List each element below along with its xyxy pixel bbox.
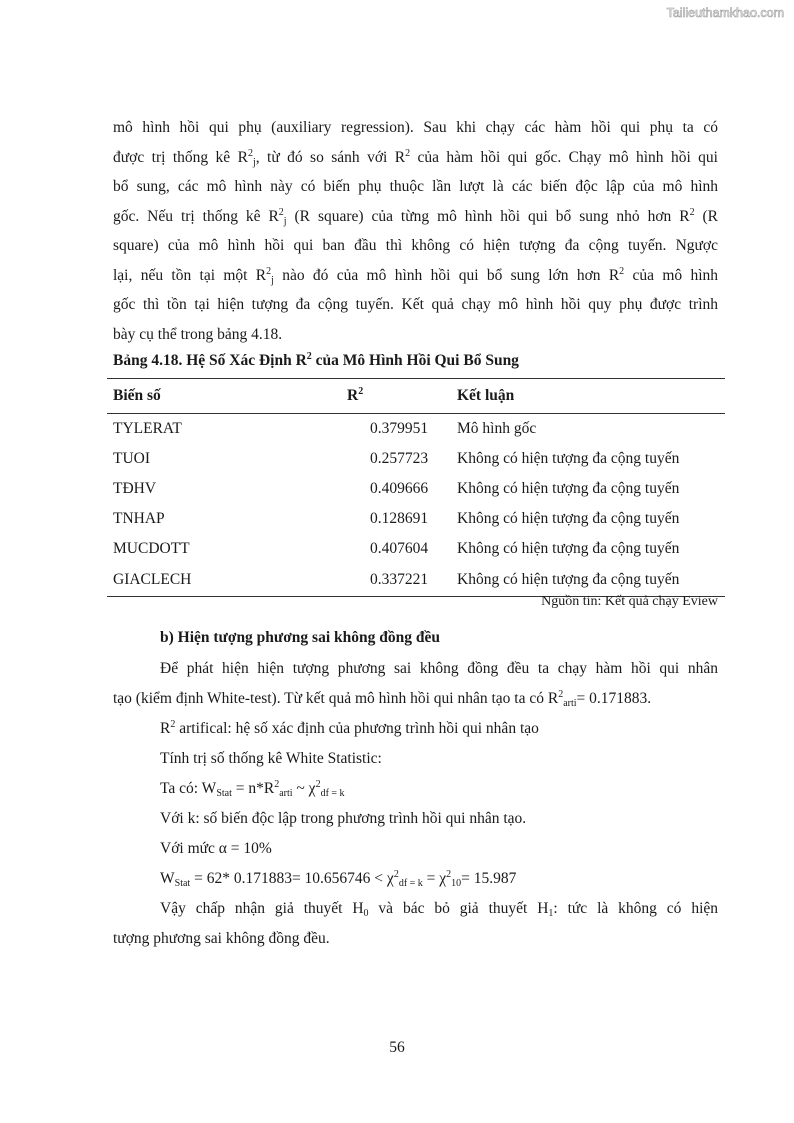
table-row [107, 504, 725, 534]
table-row [107, 474, 725, 504]
body-line: tạo (kiểm định White-test). Từ kết quả mô hình hồi qui nhân tạo ta có $R^2_{arti}= 0.171883$. [113, 689, 652, 709]
cell-conclusion: Không có hiện tượng đa cộng tuyến [457, 480, 680, 497]
header-variable: Biến số [107, 379, 347, 414]
body-line: $W_{Stat} = 62*$ $0.171883= 10.656746 < \chi^2_{df = k} = \chi^2_{10}= 15.987$ [160, 869, 517, 889]
intro-line: square) của mô hình hồi qui ban đầu thì không có hiện tượng đa cộng tuyến. Ngược [113, 237, 718, 254]
section-body [113, 654, 718, 954]
table-row [107, 534, 725, 564]
cell-conclusion: Không có hiện tượng đa cộng tuyến [451, 564, 725, 597]
cell-r-squared: 0.407604 [369, 540, 429, 557]
cell-conclusion: Không có hiện tượng đa cộng tuyến [457, 450, 680, 467]
body-line: Với mức α = 10% [160, 840, 272, 857]
table-source: Nguồn tin: Kết quả chạy Eview [541, 594, 718, 609]
cell-r-squared: 0.128691 [369, 510, 429, 527]
table-row [107, 414, 725, 445]
cell-r-squared: 0.337221 [347, 564, 451, 597]
watermark: Tailieuthamkhao.com [666, 6, 784, 20]
intro-line: bày cụ thể trong bảng 4.18. [113, 325, 283, 343]
cell-r-squared: 0.257723 [369, 450, 429, 467]
cell-variable: TUOI [113, 450, 151, 467]
cell-variable: TĐHV [113, 480, 157, 497]
cell-variable: TYLERAT [113, 420, 182, 437]
body-line: Ta có: $W_{Stat} = n*R^2_{arti}$ ~ $\chi^2_{df = k}$ [160, 779, 345, 799]
cell-r-squared: 0.409666 [369, 480, 429, 497]
body-line: Vậy chấp nhận giả thuyết $H_0$ và bác bỏ giả thuyết $H_1$: tức là không có hiện [160, 900, 718, 919]
header-conclusion: Kết luận [451, 379, 725, 414]
intro-paragraph [113, 113, 718, 349]
cell-conclusion: Không có hiện tượng đa cộng tuyến [457, 540, 680, 557]
cell-conclusion: Không có hiện tượng đa cộng tuyến [457, 510, 680, 527]
header-r-squared: $R^2$ [347, 379, 451, 414]
r-squared-table [107, 378, 725, 597]
intro-line: mô hình hồi qui phụ (auxiliary regression). Sau khi chạy các hàm hồi qui phụ ta có [113, 119, 718, 136]
body-line: Với k: số biến độc lập trong phương trình hồi qui nhân tạo. [160, 810, 527, 827]
cell-variable: TNHAP [113, 510, 165, 527]
cell-variable: GIACLECH [107, 564, 347, 597]
intro-line: gốc thì tồn tại hiện tượng đa cộng tuyến. Kết quả chạy mô hình hồi quy phụ được trình [113, 296, 718, 313]
table-caption: Bảng 4.18. Hệ Số Xác Định $R^2$ của Mô Hình Hồi Qui Bổ Sung [113, 351, 519, 369]
cell-r-squared: 0.379951 [369, 420, 429, 437]
intro-line: lại, nếu tồn tại một $R^2_j$ nào đó của mô hình hồi qui bổ sung lớn hơn $R^2$ của mô hình [113, 265, 719, 286]
page-number: 56 [389, 1039, 405, 1056]
body-line: Để phát hiện hiện tượng phương sai không đồng đều ta chạy hàm hồi qui nhân [160, 660, 718, 677]
cell-variable: MUCDOTT [113, 540, 190, 557]
intro-line: bổ sung, các mô hình này có biến phụ thuộc lần lượt là các biến độc lập của mô hình [113, 178, 718, 195]
body-line: Tính trị số thống kê White Statistic: [160, 750, 382, 767]
section-heading: b) Hiện tượng phương sai không đồng đều [160, 629, 440, 646]
table-header-row [107, 379, 725, 414]
cell-conclusion: Mô hình gốc [457, 420, 537, 437]
intro-line: được trị thống kê $R^2_j$, từ đó so sánh với $R^2$ của hàm hồi qui gốc. Chạy mô hình hồi qui [113, 147, 718, 168]
table-row [107, 444, 725, 474]
body-line: $R^2$ artifical: hệ số xác định của phương trình hồi qui nhân tạo [160, 719, 539, 737]
table-row [107, 564, 725, 597]
body-line: tượng phương sai không đồng đều. [113, 930, 330, 947]
intro-line: gốc. Nếu trị thống kê $R^2_j$ (R square) của từng mô hình hồi qui bổ sung nhỏ hơn $R^2$ (R [113, 206, 719, 227]
